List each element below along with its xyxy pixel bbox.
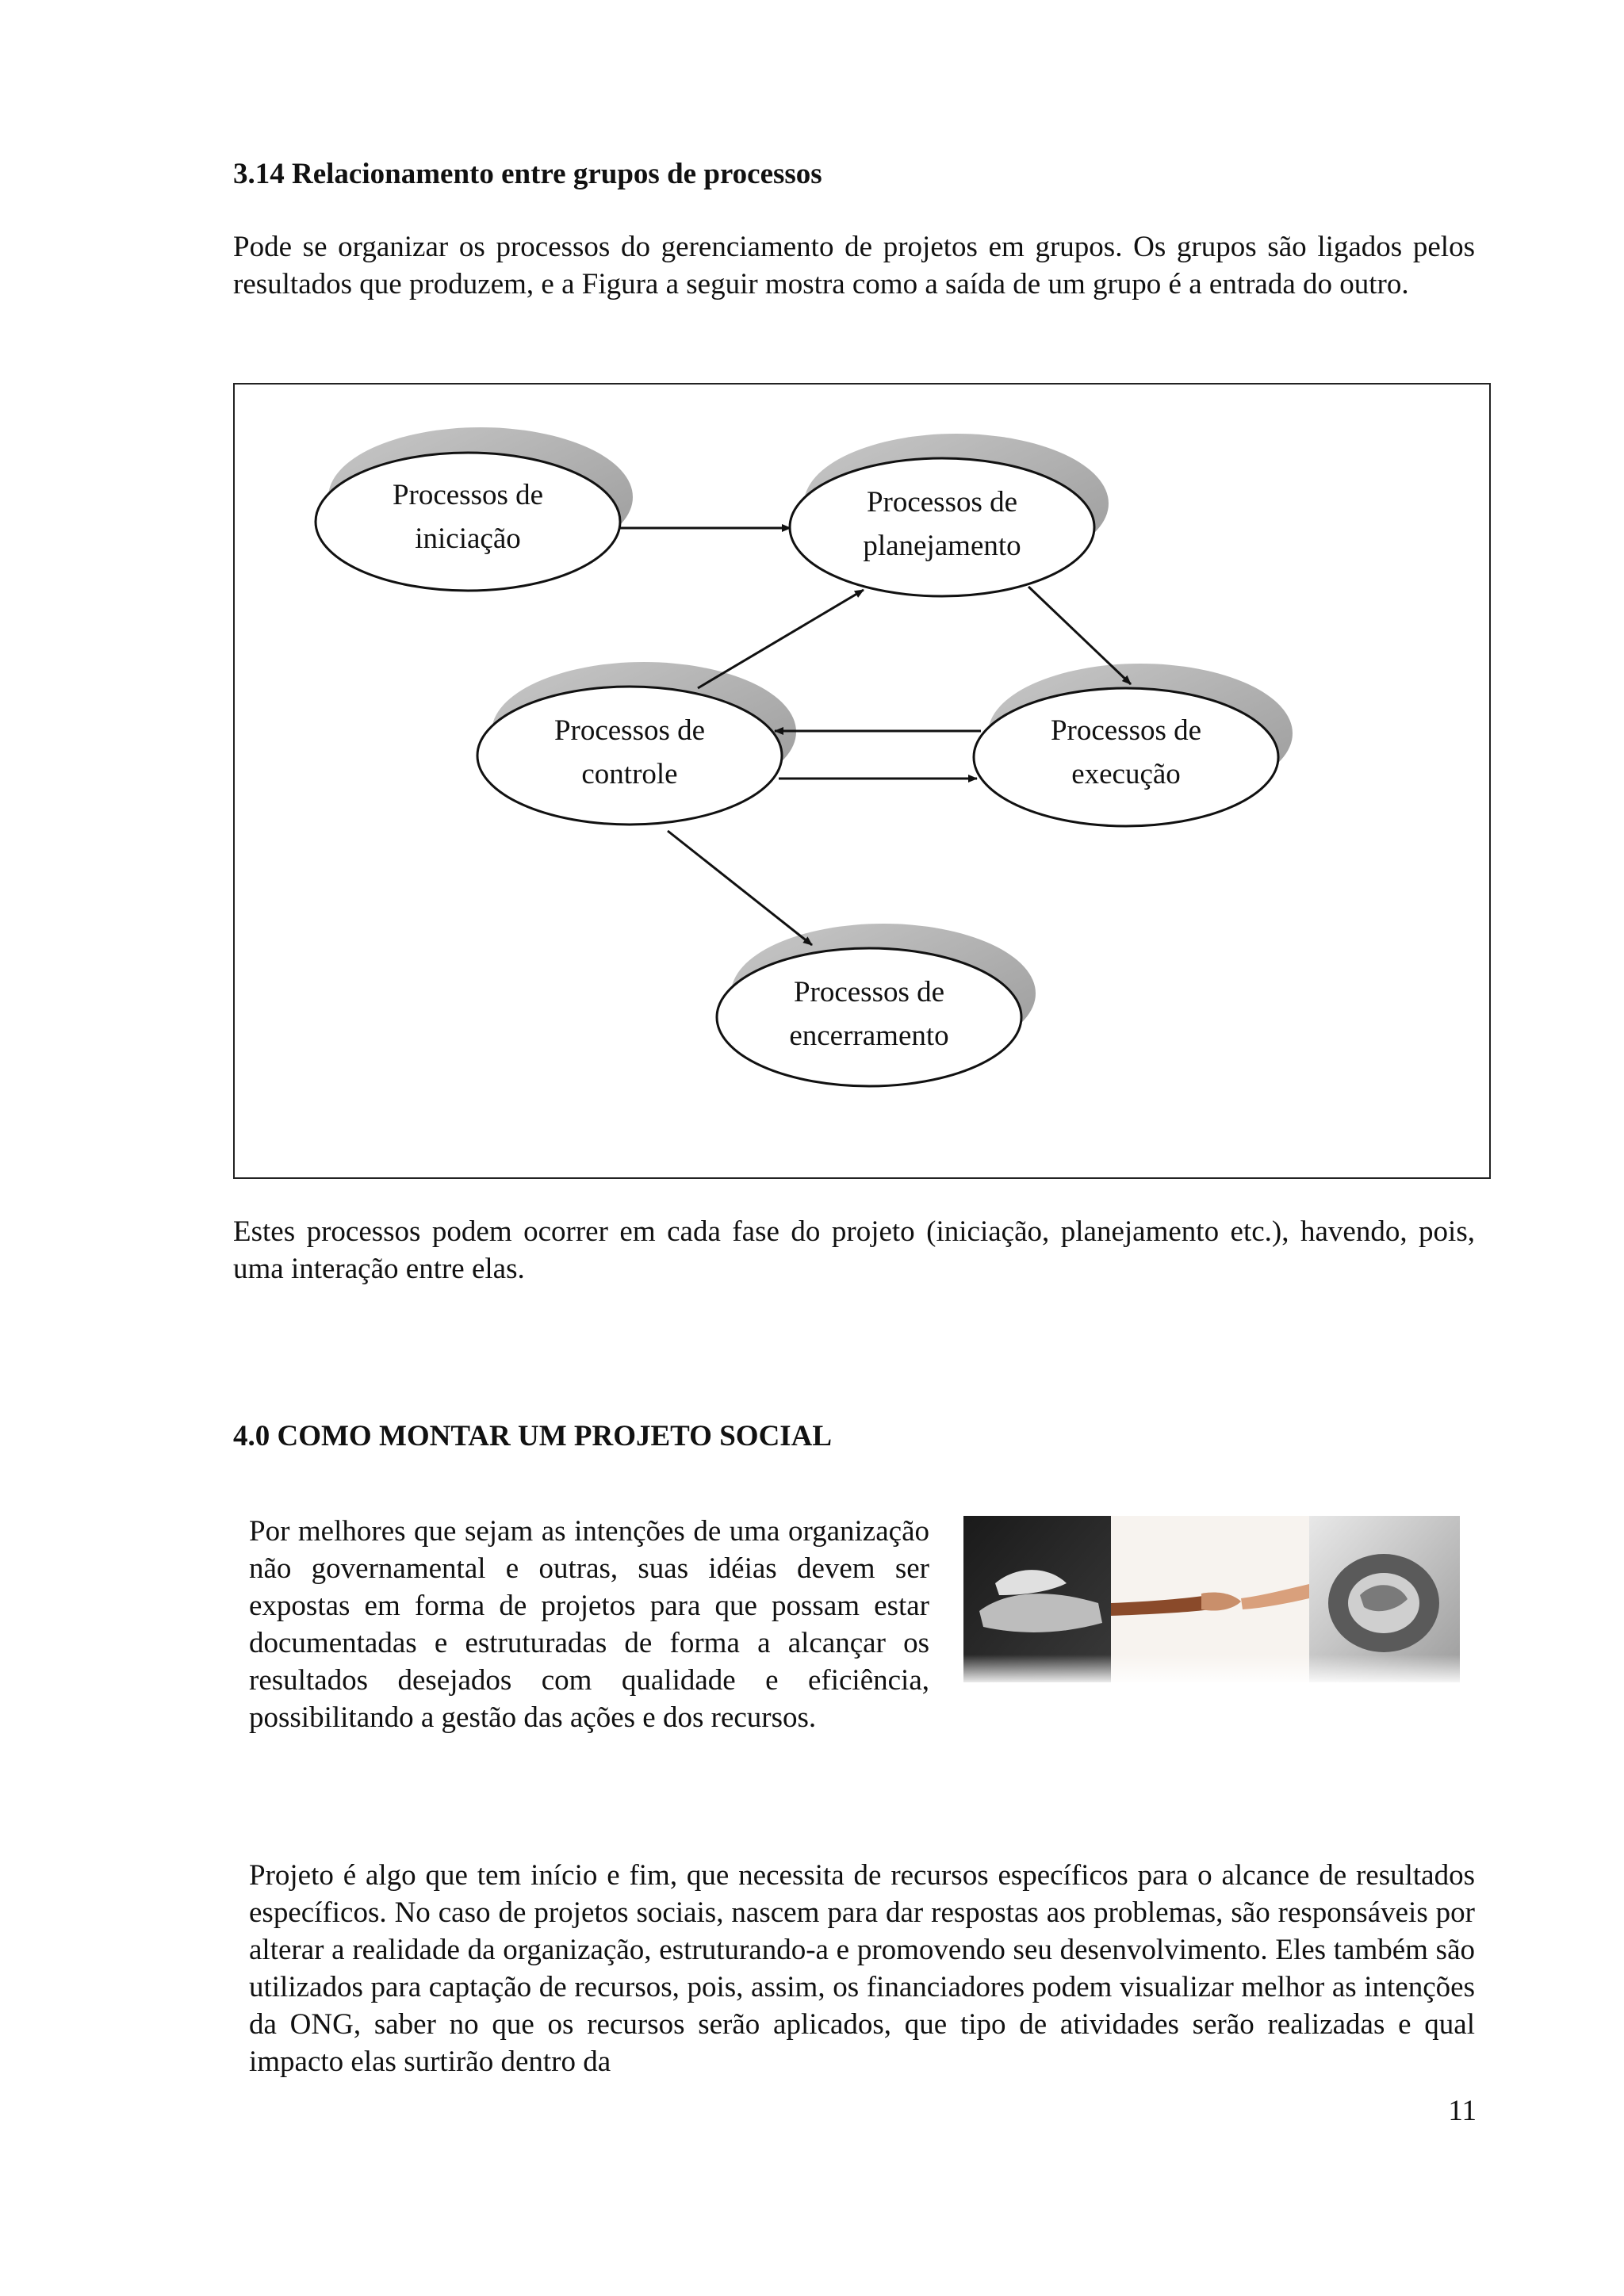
node-iniciacao [316,453,620,591]
after-figure-paragraph: Estes processos podem ocorrer em cada fase do projeto (iniciação, planejamento etc.), havendo, pois, uma interação entre elas. [233,1215,1475,1285]
node-planejamento-line1: Processos de [866,486,1018,519]
node-execucao [974,688,1278,826]
node-controle-line1: Processos de [553,714,706,747]
process-groups-diagram [233,383,1491,1179]
page-number: 11 [1448,2095,1477,2127]
hands-photo-strip [963,1516,1460,1682]
node-iniciacao-line2: iniciação [415,522,521,555]
project-definition-paragraph: Projeto é algo que tem início e fim, que necessita de recursos específicos para o alcance de resultados específicos. No caso de projetos sociais, nascem para dar respostas aos problemas, são responsáveis por alterar a realidade da organização, estruturando-a e promovendo seu desenvolvimento. Eles também são utilizados para captação de recursos, pois, assim, os financiadores podem visualizar melhor as intenções da ONG, saber no que os recursos serão aplicados, que tipo de atividades serão realizadas e qual impacto elas surtirão dentro da [249,1859,1475,2078]
node-controle-line2: controle [581,758,678,790]
node-encerramento [717,948,1021,1086]
diagram-canvas [235,385,1492,1181]
node-planejamento [790,458,1094,596]
node-execucao-line2: execução [1071,758,1181,790]
arrow-controle-to-planejamento [698,590,864,688]
arrow-controle-to-encerramento [668,831,812,945]
node-encerramento-line2: encerramento [789,1020,949,1052]
section-heading-3-14: 3.14 Relacionamento entre grupos de processos [233,158,822,190]
node-controle [477,687,782,825]
section-heading-4-0: 4.0 COMO MONTAR UM PROJETO SOCIAL [233,1420,833,1452]
node-execucao-line1: Processos de [1050,714,1202,747]
hands-photo-illustration [963,1516,1460,1682]
intro-social-paragraph: Por melhores que sejam as intenções de uma organização não governamental e outras, suas idéias devem ser expostas em forma de projetos para que possam estar documentadas e estruturadas de forma a alcançar os resultados desejados com qualidade e eficiência, possibilitando a gestão das ações e dos recursos. [249,1515,929,1734]
intro-paragraph: Pode se organizar os processos do gerenciamento de projetos em grupos. Os grupos são ligados pelos resultados que produzem, e a Figura a seguir mostra como a saída de um grupo é a entrada do outro. [233,231,1475,300]
node-encerramento-line1: Processos de [793,976,945,1008]
node-planejamento-line2: planejamento [863,530,1021,562]
node-iniciacao-line1: Processos de [392,479,544,511]
